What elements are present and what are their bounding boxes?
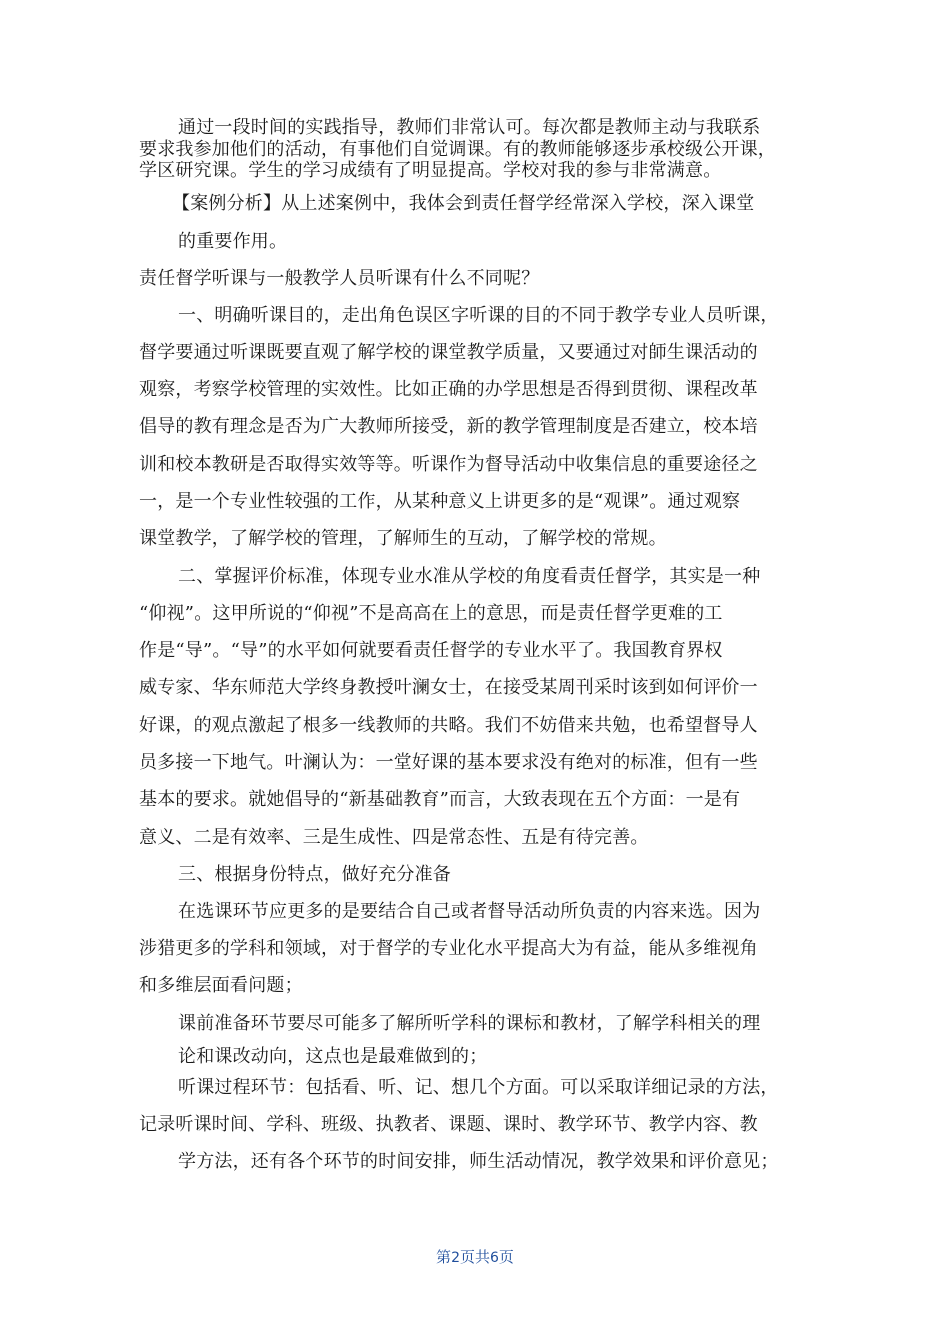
text-line-20: 基本的要求。就她倡导的“新基础教育”而言，大致表现在五个方面：一是有	[139, 789, 741, 810]
text-line-1: 通过一段时间的实践指导，教师们非常认可。每次都是教师主动与我联系	[178, 117, 761, 138]
text-line-14: 二、掌握评价标准，体现专业水准从学校的角度看责任督学，其实是一种	[178, 566, 761, 587]
text-line-8: 督学要通过听课既要直观了解学校的课堂教学质量，又要通过对師生课活动的	[139, 342, 758, 363]
text-line-4: 【案例分析】从上述案例中，我体会到责任督学经常深入学校，深入课堂	[172, 193, 755, 214]
text-line-2: 要求我参加他们的活动，有事他们自觉调课。有的教师能够逐步承校级公开课，	[139, 139, 776, 160]
text-line-28: 听课过程环节：包括看、听、记、想几个方面。可以采取详细记录的方法，	[178, 1077, 779, 1098]
footer-prefix: 第	[436, 1248, 452, 1266]
text-line-29: 记录听课时间、学科、班级、执教者、课题、课时、教学环节、教学内容、教	[139, 1114, 758, 1135]
text-line-6: 责任督学听课与一般教学人员听课有什么不同呢？	[139, 268, 540, 289]
text-line-19: 员多接一下地气。叶澜认为：一堂好课的基本要求没有绝对的标准，但有一些	[139, 752, 758, 773]
text-line-21: 意义、二是有效率、三是生成性、四是常态性、五是有待完善。	[139, 827, 649, 848]
page-footer	[0, 1246, 950, 1267]
footer-total-pages: 6	[490, 1250, 499, 1266]
footer-suffix: 页	[498, 1248, 514, 1266]
text-line-12: 一，是一个专业性较强的工作，从某种意义上讲更多的是“观课”。通过观察	[139, 491, 741, 512]
footer-current-page: 2	[451, 1250, 460, 1266]
text-line-7: 一、明确听课目的，走出角色误区字听课的目的不同于教学专业人员听课，	[178, 305, 779, 326]
text-line-22: 三、根据身份特点，做好充分准备	[178, 864, 451, 885]
text-line-15: “仰视”。这甲所说的“仰视”不是高高在上的意思，而是责任督学更难的工	[139, 603, 723, 624]
text-line-27: 论和课改动向，这点也是最难做到的；	[178, 1046, 488, 1067]
text-line-30: 学方法，还有各个环节的时间安排，师生活动情况，教学效果和评价意见；	[178, 1151, 779, 1172]
text-line-5: 的重要作用。	[178, 231, 288, 252]
text-line-24: 涉猎更多的学科和领域，对于督学的专业化水平提高大为有益，能从多维视角	[139, 938, 758, 959]
text-line-13: 课堂教学，了解学校的管理，了解师生的互动，了解学校的常规。	[139, 528, 667, 549]
text-line-16: 作是“导”。“导”的水平如何就要看责任督学的专业水平了。我国教育界权	[139, 640, 723, 661]
footer-middle: 页共	[459, 1248, 490, 1266]
text-line-3: 学区研究课。学生的学习成绩有了明显提高。学校对我的参与非常满意。	[139, 160, 722, 181]
text-line-11: 训和校本教研是否取得实效等等。听课作为督导活动中收集信息的重要途径之	[139, 454, 758, 475]
text-line-17: 威专家、华东师范大学终身教授叶澜女士，在接受某周刊采时该到如何评价一	[139, 677, 758, 698]
text-line-25: 和多维层面看问题；	[139, 975, 303, 996]
text-line-26: 课前准备环节要尽可能多了解所听学科的课标和教材，了解学科相关的理	[178, 1013, 761, 1034]
text-line-10: 倡导的教有理念是否为广大教师所接受，新的教学管理制度是否建立，校本培	[139, 416, 758, 437]
text-line-18: 好课，的观点激起了根多一线教师的共略。我们不妨借来共勉，也希望督导人	[139, 715, 758, 736]
text-line-23: 在选课环节应更多的是要结合自己或者督导活动所负责的内容来选。因为	[178, 901, 761, 922]
text-line-9: 观察，考察学校管理的实效性。比如正确的办学思想是否得到贯彻、课程改革	[139, 379, 758, 400]
